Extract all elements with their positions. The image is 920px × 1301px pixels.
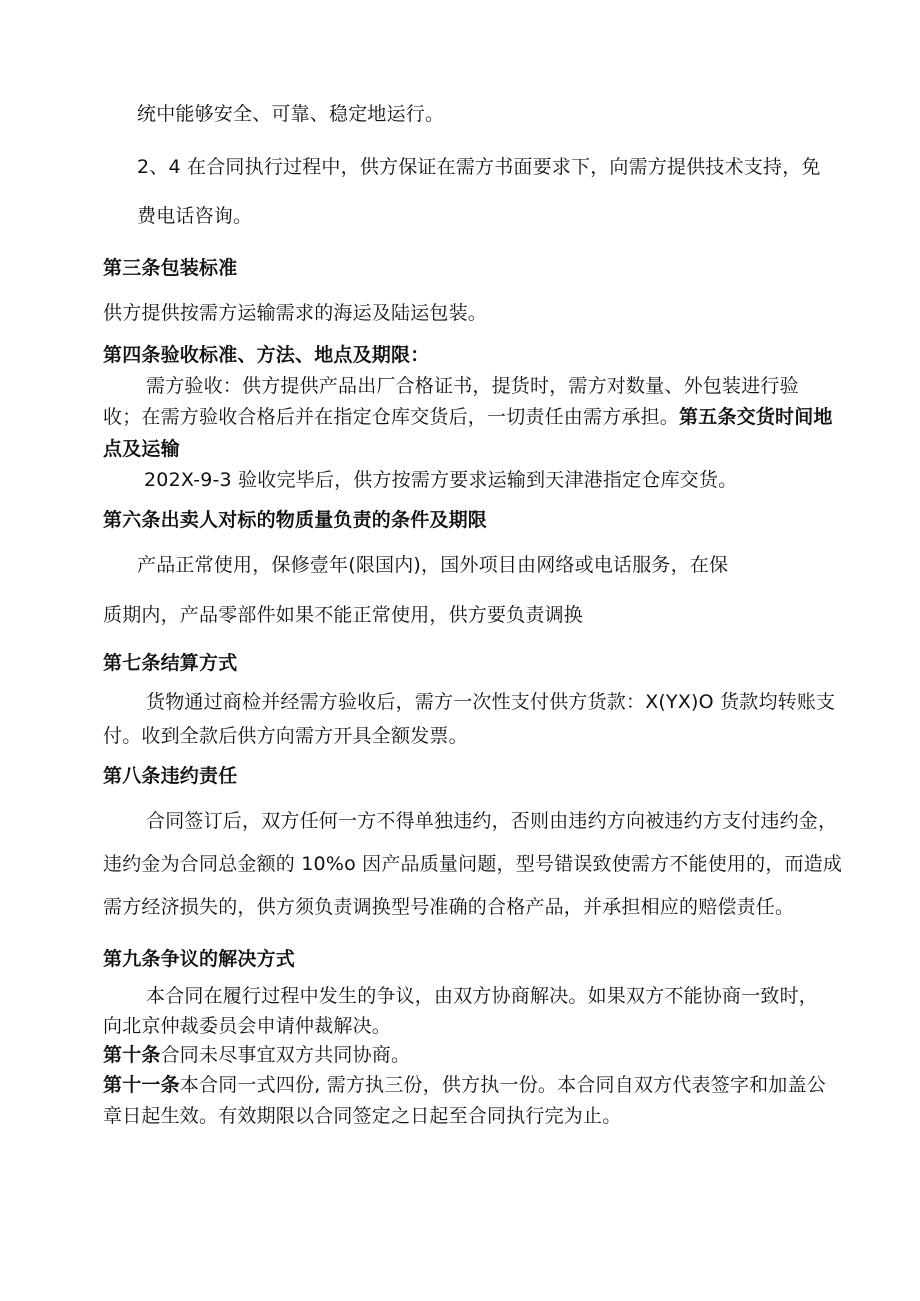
para-4-line2 bbox=[103, 405, 833, 429]
heading-article-8: 第八条违约责任 bbox=[103, 765, 238, 787]
heading-article-5-part1: 第五条交货时间地 bbox=[679, 406, 833, 428]
para-8-line2: 违约金为合同总金额的 10%o 因产品质量问题，型号错误致使需方不能使用的，而造成 bbox=[103, 853, 843, 875]
para-9-line2: 向北京仲裁委员会申请仲裁解决。 bbox=[103, 1015, 392, 1037]
para-1: 统中能够安全、可靠、稳定地运行。 bbox=[137, 103, 445, 125]
heading-article-4: 第四条验收标准、方法、地点及期限： bbox=[103, 344, 430, 366]
para-8-line3: 需方经济损失的，供方须负责调换型号准确的合格产品，并承担相应的赔偿责任。 bbox=[103, 896, 795, 918]
para-6-line1: 产品正常使用，保修壹年(限国内)，国外项目由网络或电话服务，在保 bbox=[137, 554, 729, 576]
para-4-line2-text: 收；在需方验收合格后并在指定仓库交货后，一切责任由需方承担。 bbox=[103, 406, 680, 428]
para-11-line1: 本合同一式四份, 需方执三份，供方执一份。本合同自双方代表签字和加盖公 bbox=[179, 1074, 826, 1096]
heading-article-11: 第十一条 bbox=[103, 1074, 180, 1096]
heading-article-6: 第六条出卖人对标的物质量负责的条件及期限 bbox=[103, 509, 488, 531]
para-2-line1: 2、4 在合同执行过程中，供方保证在需方书面要求下，向需方提供技术支持，免 bbox=[137, 156, 821, 178]
article-11-line1 bbox=[103, 1073, 826, 1097]
heading-article-5-part2: 点及运输 bbox=[103, 438, 180, 460]
para-10: 合同未尽事宜双方共同协商。 bbox=[160, 1044, 411, 1066]
heading-article-7: 第七条结算方式 bbox=[103, 652, 238, 674]
heading-article-10: 第十条 bbox=[103, 1044, 161, 1066]
para-6-line2: 质期内，产品零部件如果不能正常使用，供方要负责调换 bbox=[103, 604, 584, 626]
para-2-line2: 费电话咨询。 bbox=[137, 205, 253, 227]
para-7-line1: 货物通过商检并经需方验收后，需方一次性支付供方货款：X(YX)O 货款均转账支 bbox=[146, 691, 836, 713]
para-4-line1: 需方验收：供方提供产品出厂合格证书，提货时，需方对数量、外包装进行验 bbox=[146, 375, 799, 397]
para-3: 供方提供按需方运输需求的海运及陆运包装。 bbox=[103, 302, 488, 324]
heading-article-3: 第三条包装标准 bbox=[103, 257, 238, 279]
heading-article-9: 第九条争议的解决方式 bbox=[103, 948, 296, 970]
para-5: 202X-9-3 验收完毕后，供方按需方要求运输到天津港指定仓库交货。 bbox=[144, 469, 738, 491]
para-11-line2: 章日起生效。有效期限以合同签定之日起至合同执行完为止。 bbox=[103, 1105, 622, 1127]
article-10 bbox=[103, 1043, 410, 1067]
para-8-line1: 合同签订后，双方任何一方不得单独违约，否则由违约方向被违约方支付违约金， bbox=[146, 810, 838, 832]
para-7-line2: 付。收到全款后供方向需方开具全额发票。 bbox=[103, 725, 468, 747]
para-9-line1: 本合同在履行过程中发生的争议，由双方协商解决。如果双方不能协商一致时， bbox=[146, 985, 819, 1007]
